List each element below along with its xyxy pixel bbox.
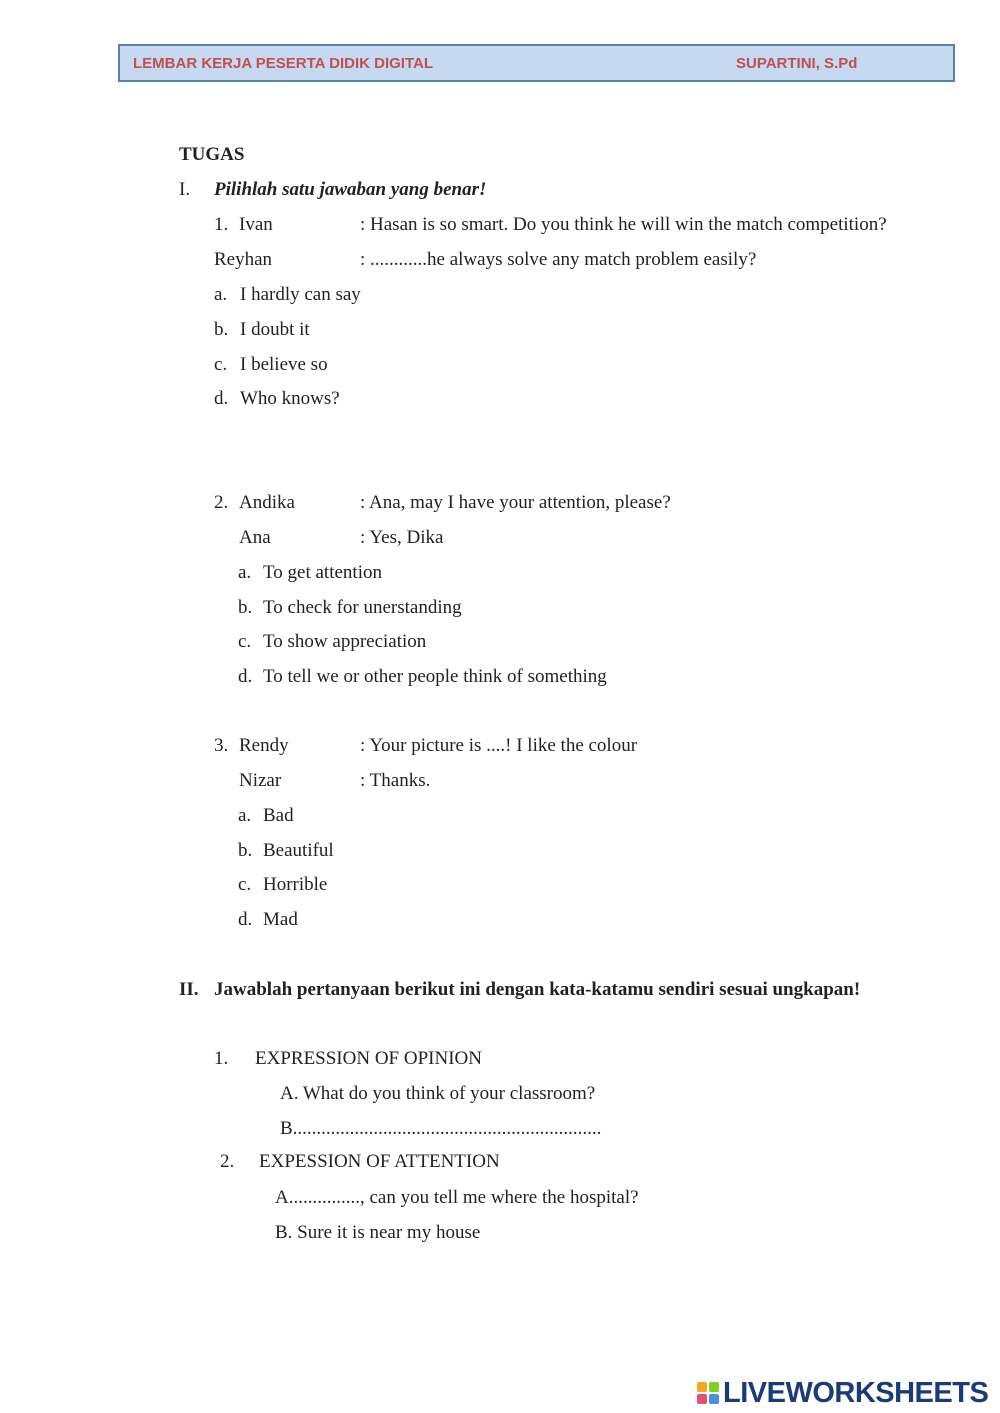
q1-option-b[interactable]: I doubt it xyxy=(240,319,310,340)
q1-option-d-letter: d. xyxy=(214,388,229,409)
q1-option-b-letter: b. xyxy=(214,319,229,340)
q3-line-2: : Thanks. xyxy=(360,770,431,791)
s2-item-2-line-b: B. Sure it is near my house xyxy=(275,1222,481,1243)
q3-speaker-2: Nizar xyxy=(239,770,282,791)
s2-item-2-number: 2. xyxy=(220,1151,235,1172)
q3-option-a-letter: a. xyxy=(238,805,252,826)
q1-speaker-2: Reyhan xyxy=(214,249,273,270)
q1-option-a[interactable]: I hardly can say xyxy=(240,284,361,305)
q2-option-c[interactable]: To show appreciation xyxy=(263,631,427,652)
q3-option-a[interactable]: Bad xyxy=(263,805,294,826)
s2-item-1-line-a: A. What do you think of your classroom? xyxy=(280,1083,596,1104)
q3-option-b-letter: b. xyxy=(238,840,253,861)
q2-option-b[interactable]: To check for unerstanding xyxy=(263,597,462,618)
q1-line-1: : Hasan is so smart. Do you think he will win the match competition? xyxy=(360,214,887,235)
header-title: LEMBAR KERJA PESERTA DIDIK DIGITAL xyxy=(133,55,434,72)
s2-item-1-number: 1. xyxy=(214,1048,229,1069)
s2-item-2-line-a[interactable]: A..............., can you tell me where the hospital? xyxy=(275,1187,639,1208)
s2-item-2-title: EXPESSION OF ATTENTION xyxy=(259,1151,500,1172)
q3-number: 3. xyxy=(214,735,229,756)
section-1-instruction: Pilihlah satu jawaban yang benar! xyxy=(214,179,487,200)
liveworksheets-logo xyxy=(697,1376,988,1410)
q3-speaker-1: Rendy xyxy=(239,735,289,756)
section-2-instruction: Jawablah pertanyaan berikut ini dengan kata-katamu sendiri sesuai ungkapan! xyxy=(214,979,861,1000)
q1-option-c-letter: c. xyxy=(214,354,228,375)
section-2-number: II. xyxy=(179,979,199,1000)
q2-option-b-letter: b. xyxy=(238,597,253,618)
q2-option-d-letter: d. xyxy=(238,666,253,687)
q2-option-a[interactable]: To get attention xyxy=(263,562,382,583)
q1-option-c[interactable]: I believe so xyxy=(240,354,328,375)
q2-option-d[interactable]: To tell we or other people think of something xyxy=(263,666,607,687)
s2-item-1-title: EXPRESSION OF OPINION xyxy=(255,1048,482,1069)
q2-option-a-letter: a. xyxy=(238,562,252,583)
q2-speaker-2: Ana xyxy=(239,527,271,548)
q1-speaker-1: Ivan xyxy=(239,214,273,235)
q3-option-c[interactable]: Horrible xyxy=(263,874,328,895)
header-author: SUPARTINI, S.Pd xyxy=(736,55,858,72)
q2-line-1: : Ana, may I have your attention, please? xyxy=(360,492,671,513)
page-title: TUGAS xyxy=(179,144,245,165)
q3-option-d[interactable]: Mad xyxy=(263,909,298,930)
document-header xyxy=(118,44,955,82)
q3-line-1: : Your picture is ....! I like the colour xyxy=(360,735,638,756)
section-1-number: I. xyxy=(179,179,191,200)
q3-option-d-letter: d. xyxy=(238,909,253,930)
q2-option-c-letter: c. xyxy=(238,631,252,652)
q1-line-2: : ............he always solve any match problem easily? xyxy=(360,249,757,270)
q1-number: 1. xyxy=(214,214,229,235)
q1-option-d[interactable]: Who knows? xyxy=(240,388,340,409)
q2-number: 2. xyxy=(214,492,229,513)
q3-option-c-letter: c. xyxy=(238,874,252,895)
q2-line-2: : Yes, Dika xyxy=(360,527,444,548)
q1-option-a-letter: a. xyxy=(214,284,228,305)
logo-text: LIVEWORKSHEETS xyxy=(723,1376,989,1409)
s2-item-1-line-b[interactable]: B................................................................. xyxy=(280,1118,602,1139)
q3-option-b[interactable]: Beautiful xyxy=(263,840,334,861)
logo-grid-icon xyxy=(697,1382,719,1404)
q2-speaker-1: Andika xyxy=(239,492,295,513)
